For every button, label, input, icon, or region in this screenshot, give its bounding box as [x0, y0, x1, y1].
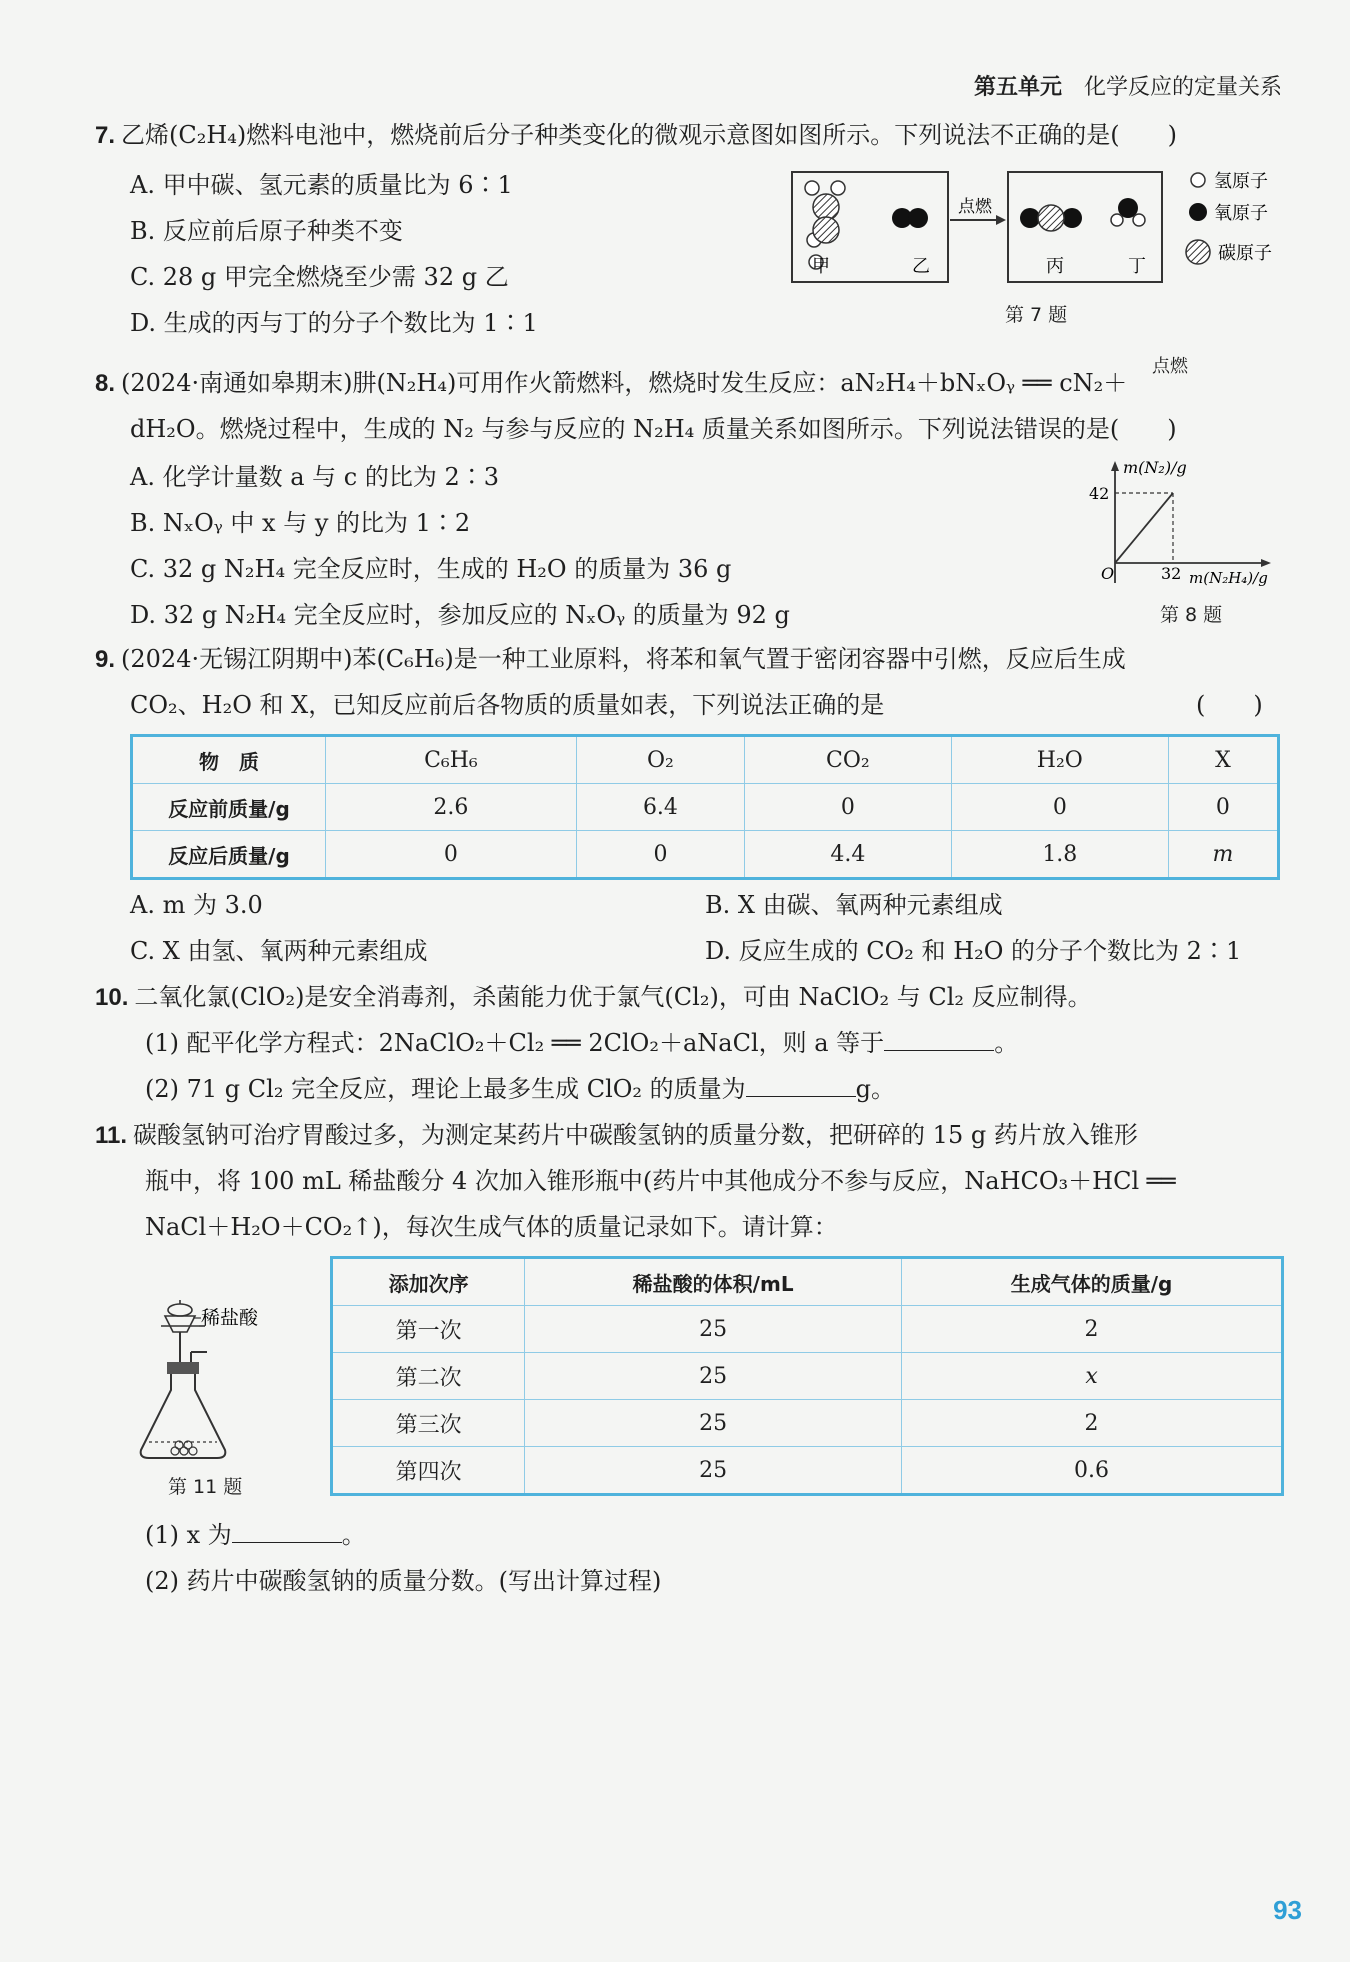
row-label: 反应后质量/g [132, 831, 326, 879]
q8-caption: 第 8 题 [1160, 604, 1223, 626]
table-cell: 0 [745, 784, 952, 831]
q10-answer-blank-2[interactable] [746, 1072, 856, 1097]
q9-line1 [95, 642, 1126, 677]
label-jia: 甲 [812, 256, 830, 277]
q8-line1 [95, 366, 1127, 401]
q10-sub2-end: g。 [855, 1075, 896, 1103]
flask-stopper [167, 1362, 199, 1374]
oxygen-legend-icon [1189, 203, 1207, 221]
q7-option-d: D. 生成的丙与丁的分子个数比为 1∶1 [130, 309, 538, 337]
q11-gas-table [330, 1256, 1284, 1496]
graph-origin: O [1101, 564, 1115, 583]
table-row [332, 1353, 1283, 1400]
mass-line [1115, 493, 1173, 563]
q11-answer-blank[interactable] [232, 1518, 342, 1543]
q11-sub1-end: 。 [341, 1521, 366, 1549]
q11-number: 11. [95, 1122, 128, 1149]
table-cell: 0 [576, 831, 744, 879]
table-cell: 2.6 [326, 784, 577, 831]
table-cell: 0.6 [902, 1447, 1283, 1495]
q7-stem-text: 乙烯(C₂H₄)燃料电池中，燃烧前后分子种类变化的微观示意图如图所示。下列说法不正确的是( ) [121, 121, 1178, 149]
q8-number: 8. [95, 370, 116, 397]
q9-answer-paren: ( ) [1196, 691, 1263, 719]
table-cell: 0 [1168, 784, 1278, 831]
q10-stem-text: 二氧化氯(ClO₂)是安全消毒剂，杀菌能力优于氯气(Cl₂)，可由 NaClO₂ 与 Cl₂ 反应制得。 [134, 983, 1092, 1011]
q9-number: 9. [95, 646, 116, 673]
table-header-cell: X [1168, 736, 1278, 784]
q8-option-a: A. 化学计量数 a 与 c 的比为 2∶3 [130, 463, 500, 491]
legend-hydrogen: 氢原子 [1214, 171, 1268, 192]
page-header [974, 70, 1282, 101]
q11-sub1-text: (1) x 为 [145, 1521, 232, 1549]
q11-caption: 第 11 题 [168, 1476, 243, 1498]
graph-ytick: 42 [1089, 484, 1110, 503]
q10-sub2 [145, 1072, 895, 1106]
q8-line1-text: (2024·南通如皋期末)肼(N₂H₄)可用作火箭燃料，燃烧时发生反应：aN₂H₄＋bNₓOᵧ ══ cN₂＋ [121, 369, 1128, 397]
q11-line2: 瓶中，将 100 mL 稀盐酸分 4 次加入锥形瓶中(药片中其他成分不参与反应，NaHCO₃＋HCl ══ [145, 1167, 1176, 1195]
table-header-cell: H₂O [951, 736, 1168, 784]
graph-xtick: 32 [1161, 564, 1182, 583]
q9-option-a: A. m 为 3.0 [130, 891, 263, 919]
label-bing: 丙 [1046, 256, 1064, 277]
table-cell: 0 [326, 831, 577, 879]
q11-sub2: (2) 药片中碳酸氢钠的质量分数。(写出计算过程) [145, 1567, 662, 1595]
page-number: 93 [1273, 1895, 1302, 1925]
row-label: 反应前质量/g [132, 784, 326, 831]
table-row [332, 1400, 1283, 1447]
carbon-legend-icon [1186, 240, 1210, 264]
unit-title: 化学反应的定量关系 [1083, 75, 1282, 100]
q10-sub1-text: (1) 配平化学方程式：2NaClO₂＋Cl₂ ══ 2ClO₂＋aNaCl，则 a 等于 [145, 1029, 885, 1057]
table-row [132, 831, 1279, 879]
dropping-funnel-icon [165, 1316, 195, 1332]
table-cell: 2 [902, 1400, 1283, 1447]
table-header-cell: C₆H₆ [326, 736, 577, 784]
q8-condition: 点燃 [1152, 356, 1188, 377]
q9-option-c: C. X 由氢、氧两种元素组成 [130, 937, 428, 965]
table-cell: 0 [951, 784, 1168, 831]
q8-option-b: B. NₓOᵧ 中 x 与 y 的比为 1∶2 [130, 509, 471, 537]
arrow-label: 点燃 [958, 197, 992, 217]
table-cell: 4.4 [745, 831, 952, 879]
table-header-cell: 生成气体的质量/g [902, 1258, 1283, 1306]
graph-xlabel: m(N₂H₄)/g [1189, 569, 1268, 587]
q10-number: 10. [95, 984, 129, 1011]
table-cell: 第二次 [332, 1353, 525, 1400]
table-row [332, 1447, 1283, 1495]
legend-carbon: 碳原子 [1218, 243, 1272, 264]
table-header-cell: 稀盐酸的体积/mL [525, 1258, 902, 1306]
q9-option-b: B. X 由碳、氧两种元素组成 [705, 891, 1003, 919]
q7-option-b: B. 反应前后原子种类不变 [130, 217, 403, 245]
table-cell: x [902, 1353, 1283, 1400]
legend-oxygen: 氧原子 [1214, 203, 1268, 224]
q7-stem [95, 118, 1177, 153]
table-header-cell: 物 质 [132, 736, 326, 784]
table-row [332, 1306, 1283, 1353]
table-row [132, 784, 1279, 831]
q7-number: 7. [95, 122, 116, 149]
hydrogen-legend-icon [1191, 173, 1205, 187]
table-header-cell: 添加次序 [332, 1258, 525, 1306]
table-cell: 第三次 [332, 1400, 525, 1447]
table-cell: 25 [525, 1400, 902, 1447]
q7-option-a: A. 甲中碳、氢元素的质量比为 6∶1 [130, 171, 513, 199]
graph-ylabel: m(N₂)/g [1123, 458, 1187, 477]
acid-label: 稀盐酸 [201, 1307, 259, 1329]
q7-molecule-diagram [790, 160, 1310, 290]
q10-answer-blank-1[interactable] [884, 1026, 994, 1051]
q8-option-c: C. 32 g N₂H₄ 完全反应时，生成的 H₂O 的质量为 36 g [130, 555, 732, 583]
table-cell: 25 [525, 1306, 902, 1353]
water-molecule [1111, 198, 1145, 226]
table-header-row [132, 736, 1279, 784]
oxygen-molecule [892, 208, 928, 228]
q9-line2: CO₂、H₂O 和 X，已知反应前后各物质的质量如表，下列说法正确的是 [130, 691, 885, 719]
q9-mass-table [130, 734, 1280, 880]
table-cell: 第一次 [332, 1306, 525, 1353]
q11-line3: NaCl＋H₂O＋CO₂↑)，每次生成气体的质量记录如下。请计算： [145, 1213, 838, 1241]
table-header-cell: O₂ [576, 736, 744, 784]
table-cell: 2 [902, 1306, 1283, 1353]
q10-sub2-text: (2) 71 g Cl₂ 完全反应，理论上最多生成 ClO₂ 的质量为 [145, 1075, 746, 1103]
table-cell: 25 [525, 1447, 902, 1495]
q9-line1-text: (2024·无锡江阴期中)苯(C₆H₆)是一种工业原料，将苯和氧气置于密闭容器中引燃，反应后生成 [121, 645, 1126, 673]
label-yi: 乙 [912, 256, 930, 277]
table-header-row [332, 1258, 1283, 1306]
table-cell: m [1168, 831, 1278, 879]
unit-label: 第五单元 [973, 75, 1062, 100]
table-cell: 25 [525, 1353, 902, 1400]
q7-caption: 第 7 题 [1005, 304, 1068, 326]
label-ding: 丁 [1128, 256, 1146, 277]
q10-stem [95, 980, 1092, 1015]
q9-option-d: D. 反应生成的 CO₂ 和 H₂O 的分子个数比为 2∶1 [705, 937, 1242, 965]
q10-sub1 [145, 1026, 1018, 1060]
co2-molecule [1020, 205, 1082, 231]
q11-sub1 [145, 1518, 366, 1552]
q8-option-d: D. 32 g N₂H₄ 完全反应时，参加反应的 NₓOᵧ 的质量为 92 g [130, 601, 790, 629]
q7-option-c: C. 28 g 甲完全燃烧至少需 32 g 乙 [130, 263, 509, 291]
q10-sub1-end: 。 [994, 1029, 1019, 1057]
table-header-cell: CO₂ [745, 736, 952, 784]
table-cell: 1.8 [951, 831, 1168, 879]
q11-line1-text: 碳酸氢钠可治疗胃酸过多，为测定某药片中碳酸氢钠的质量分数，把研碎的 15 g 药片放入锥形 [133, 1121, 1138, 1149]
table-cell: 6.4 [576, 784, 744, 831]
q11-line1 [95, 1118, 1138, 1153]
q8-mass-graph [1085, 455, 1295, 595]
q8-line2: dH₂O。燃烧过程中，生成的 N₂ 与参与反应的 N₂H₄ 质量关系如图所示。下列说法错误的是( ) [130, 415, 1177, 443]
q11-flask-figure [135, 1290, 315, 1470]
table-cell: 第四次 [332, 1447, 525, 1495]
